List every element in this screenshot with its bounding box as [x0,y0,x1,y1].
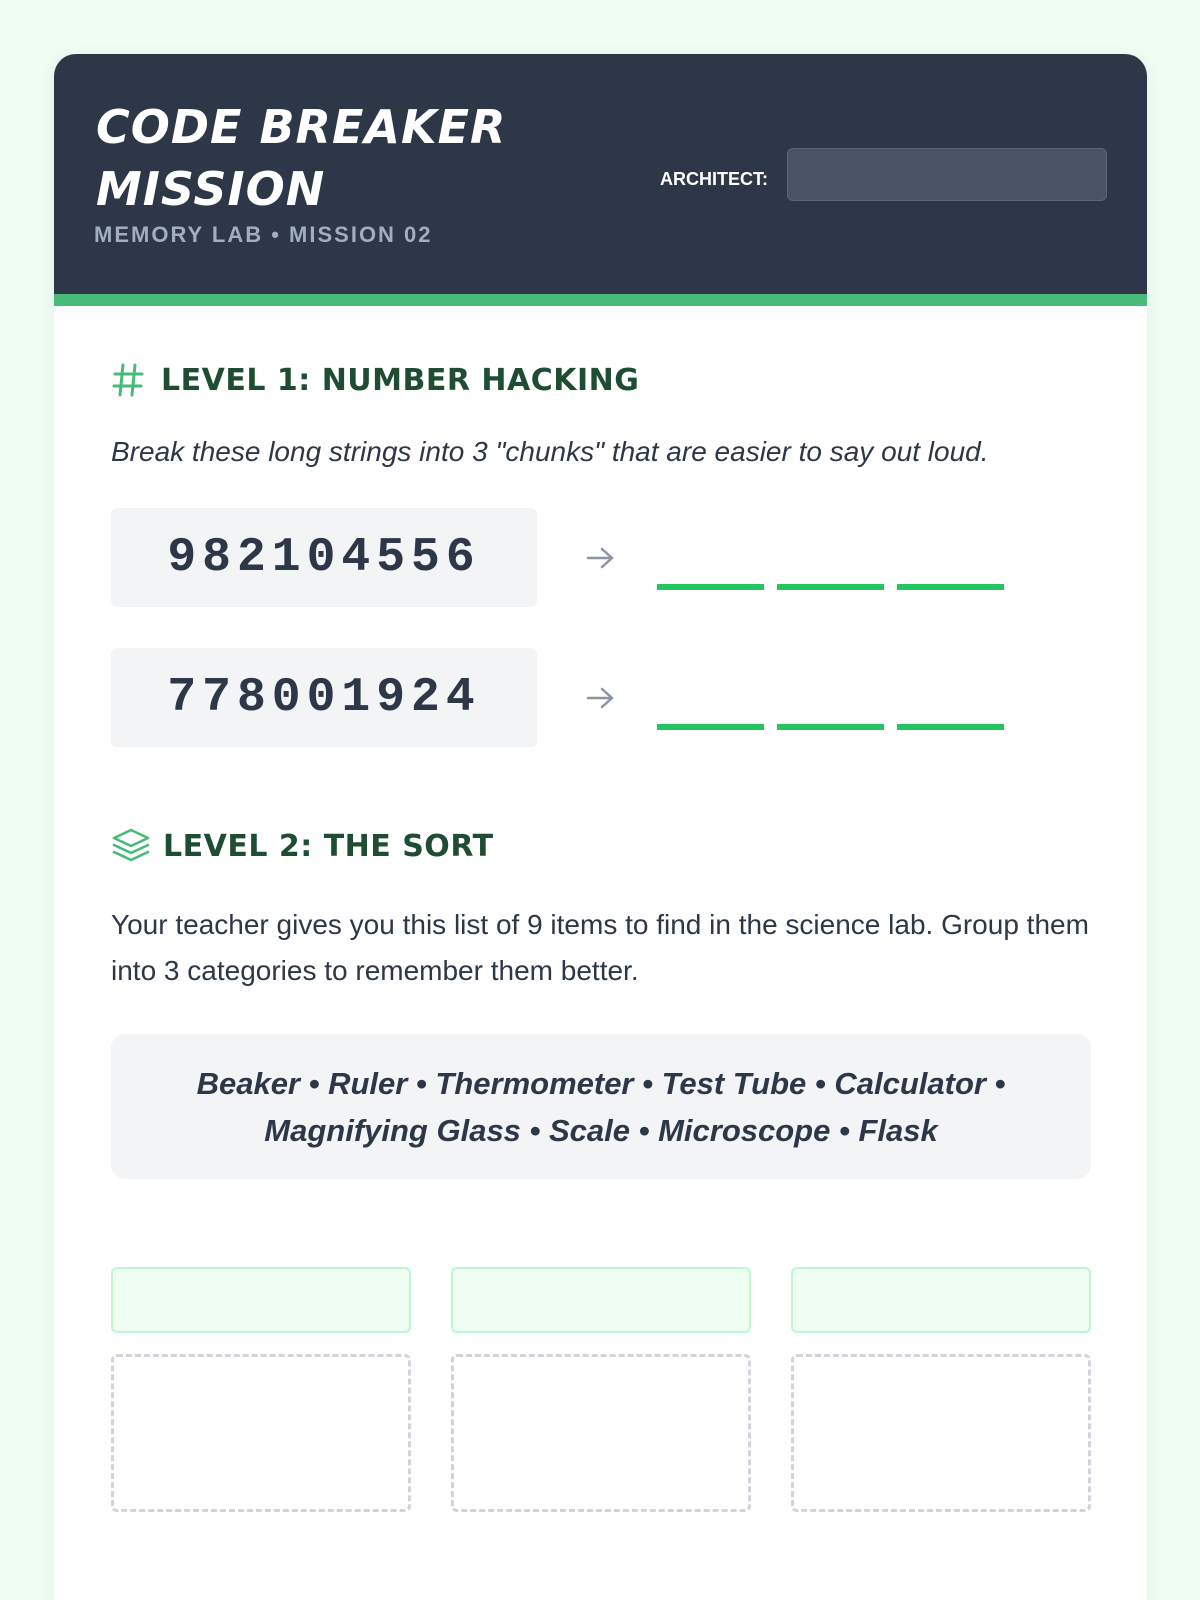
chunk-blank[interactable] [777,724,884,730]
header [54,54,1147,306]
category-a-item-area[interactable] [111,1354,411,1512]
number-string-1: 982104556 [111,508,537,607]
chunk-blank[interactable] [897,584,1004,590]
category-a-input[interactable] [111,1267,411,1333]
chunk-blank[interactable] [897,724,1004,730]
chunk-blank[interactable] [657,584,764,590]
category-b-input[interactable] [451,1267,751,1333]
arrow-right-icon [580,678,620,718]
category-c-input[interactable] [791,1267,1091,1333]
architect-name-input[interactable] [787,148,1107,201]
header-accent-stripe [54,294,1147,306]
level1-title: LEVEL 1: NUMBER HACKING [161,362,640,398]
layers-icon [111,826,151,866]
level2-heading [111,826,494,866]
page-subtitle: MEMORY LAB • MISSION 02 [94,222,433,247]
level2-title: LEVEL 2: THE SORT [163,828,494,864]
chunk-blank[interactable] [777,584,884,590]
item-list-box [111,1034,1091,1179]
category-b-item-area[interactable] [451,1354,751,1512]
level1-heading [111,360,639,400]
page-title: CODE BREAKER MISSION [96,100,507,216]
item-list-line-1: Beaker • Ruler • Thermometer • Test Tube • Calculator • [196,1065,1006,1101]
item-list-line-2: Magnifying Glass • Scale • Microscope • Flask [264,1112,938,1148]
number-string-2: 778001924 [111,648,537,747]
level1-instructions: Break these long strings into 3 "chunks" that are easier to say out loud. [111,436,989,467]
level2-description: Your teacher gives you this list of 9 items to find in the science lab. Group them into 3 categories to remember them better. [111,909,1089,986]
category-c-item-area[interactable] [791,1354,1091,1512]
arrow-right-icon [580,538,620,578]
chunk-blank[interactable] [657,724,764,730]
worksheet-card [54,54,1147,1600]
hash-icon [111,360,151,400]
architect-label: ARCHITECT: [660,169,768,189]
